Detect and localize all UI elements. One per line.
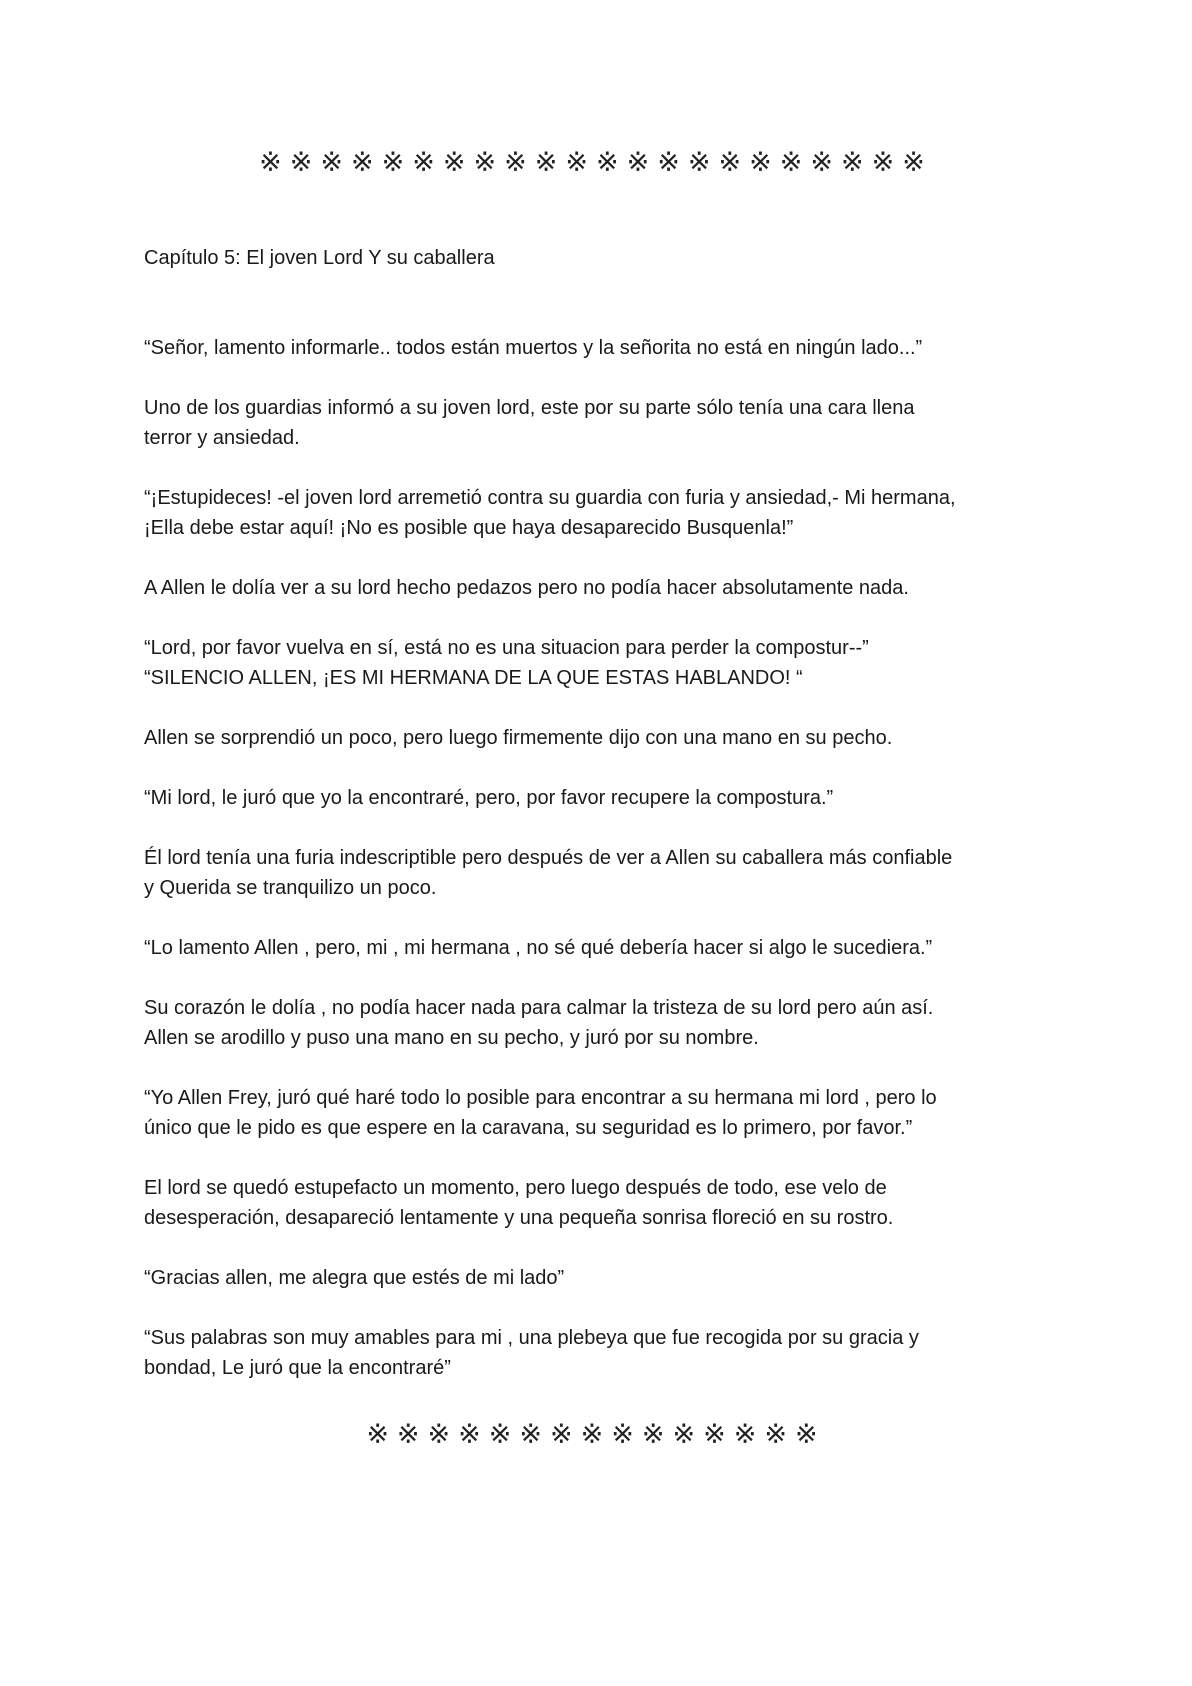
top-ornament-divider: ※※※※※※※※※※※※※※※※※※※※※※ [259, 147, 933, 178]
paragraph: “Gracias allen, me alegra que estés de mi lado” [144, 1267, 565, 1289]
paragraph: “Señor, lamento informarle.. todos están muertos y la señorita no está en ningún lado...” [144, 337, 923, 359]
paragraph: “SILENCIO ALLEN, ¡ES MI HERMANA DE LA QUE ESTAS HABLANDO! “ [144, 667, 803, 689]
paragraph: A Allen le dolía ver a su lord hecho pedazos pero no podía hacer absolutamente nada. [144, 577, 909, 599]
paragraph: “¡Estupideces! -el joven lord arremetió contra su guardia con furia y ansiedad,- Mi hermana, ¡Ella debe estar aquí! ¡No es posible que haya desaparecido Busquenla!” [144, 487, 956, 539]
chapter-title: Capítulo 5: El joven Lord Y su caballera [144, 247, 495, 269]
paragraph: Él lord tenía una furia indescriptible pero después de ver a Allen su caballera más confiable y Querida se tranquilizo un poco. [144, 847, 953, 899]
paragraph: “Lord, por favor vuelva en sí, está no es una situacion para perder la compostur--” [144, 637, 869, 659]
bottom-ornament-divider: ※※※※※※※※※※※※※※※ [366, 1419, 826, 1450]
paragraph: “Mi lord, le juró que yo la encontraré, pero, por favor recupere la compostura.” [144, 787, 834, 809]
paragraph: “Sus palabras son muy amables para mi , una plebeya que fue recogida por su gracia y bondad, Le juró que la encontraré” [144, 1327, 919, 1379]
paragraph: “Lo lamento Allen , pero, mi , mi hermana , no sé qué debería hacer si algo le sucediera.” [144, 937, 933, 959]
paragraph: Uno de los guardias informó a su joven lord, este por su parte sólo tenía una cara llena terror y ansiedad. [144, 397, 915, 449]
paragraph: El lord se quedó estupefacto un momento, pero luego después de todo, ese velo de desesperación, desapareció lentamente y una pequeña sonrisa floreció en su rostro. [144, 1177, 894, 1229]
paragraph: Allen se sorprendió un poco, pero luego firmemente dijo con una mano en su pecho. [144, 727, 893, 749]
chapter-body [144, 243, 1064, 1413]
paragraph: “Yo Allen Frey, juró qué haré todo lo posible para encontrar a su hermana mi lord , pero lo único que le pido es que espere en la caravana, su seguridad es lo primero, por favor.” [144, 1087, 937, 1139]
paragraph: Su corazón le dolía , no podía hacer nada para calmar la tristeza de su lord pero aún así. Allen se arodillo y puso una mano en su pecho, y juró por su nombre. [144, 997, 934, 1049]
